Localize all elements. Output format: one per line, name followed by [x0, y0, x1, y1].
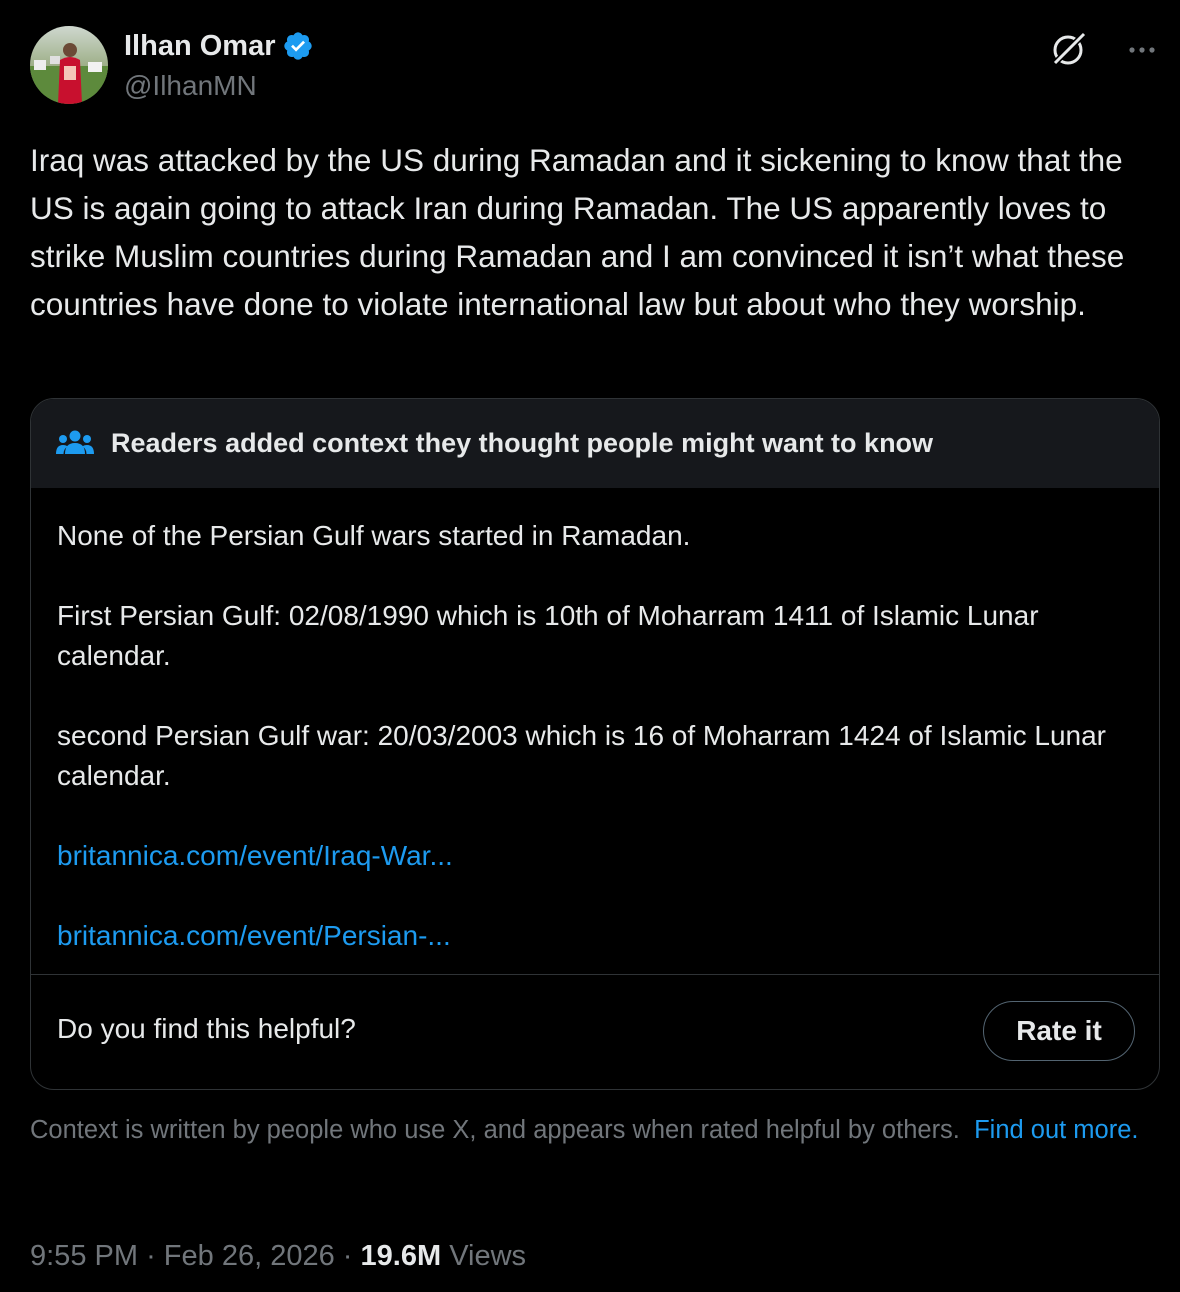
tweet-meta	[30, 1240, 526, 1273]
note-source-link[interactable]: britannica.com/event/Iraq-War...	[57, 840, 453, 871]
author-names	[124, 28, 314, 102]
community-note-body	[31, 488, 1159, 975]
note-paragraph: None of the Persian Gulf wars started in Ramadan.	[57, 520, 691, 551]
tweet-time[interactable]: 9:55 PM	[30, 1240, 138, 1272]
tweet-header	[30, 26, 1160, 106]
community-note-footer	[31, 975, 1159, 1087]
note-paragraph: First Persian Gulf: 02/08/1990 which is 10th of Moharram 1411 of Islamic Lunar calendar.	[57, 600, 1039, 671]
avatar[interactable]	[30, 26, 108, 104]
note-source-link[interactable]: britannica.com/event/Persian-...	[57, 920, 451, 951]
tweet-date[interactable]: Feb 26, 2026	[163, 1240, 335, 1272]
more-options-icon[interactable]	[1124, 32, 1160, 68]
display-name[interactable]: Ilhan Omar	[124, 29, 276, 62]
community-note-header	[31, 399, 1159, 488]
verified-badge-icon[interactable]	[282, 30, 314, 62]
people-icon	[55, 424, 95, 464]
meta-separator: ·	[146, 1240, 156, 1272]
rate-it-button[interactable]: Rate it	[983, 1001, 1135, 1061]
display-name-row	[124, 28, 314, 64]
community-note	[30, 398, 1160, 1090]
views-count[interactable]: 19.6M	[360, 1240, 442, 1272]
find-out-more-link[interactable]: Find out more.	[974, 1116, 1139, 1144]
tweet-text: Iraq was attacked by the US during Ramadan and it sickening to know that the US is again going to attack Iran during Ramadan. The US apparently loves to strike Muslim countries during Ramadan and I am convinced it isn’t what these countries have done to violate international law but about who they worship.	[30, 142, 1125, 322]
avatar-photo-icon	[30, 26, 108, 104]
helpful-question: Do you find this helpful?	[57, 1013, 356, 1044]
community-note-title: Readers added context they thought people might want to know	[111, 428, 934, 458]
meta-separator: ·	[342, 1240, 353, 1272]
author-handle[interactable]: @IlhanMN	[124, 70, 257, 101]
grok-icon[interactable]	[1048, 30, 1088, 70]
context-footer-text: Context is written by people who use X, and appears when rated helpful by others.	[30, 1116, 960, 1144]
context-footer	[30, 1114, 1150, 1147]
note-paragraph: second Persian Gulf war: 20/03/2003 which is 16 of Moharram 1424 of Islamic Lunar calendar.	[57, 720, 1107, 791]
views-label: Views	[449, 1240, 527, 1272]
